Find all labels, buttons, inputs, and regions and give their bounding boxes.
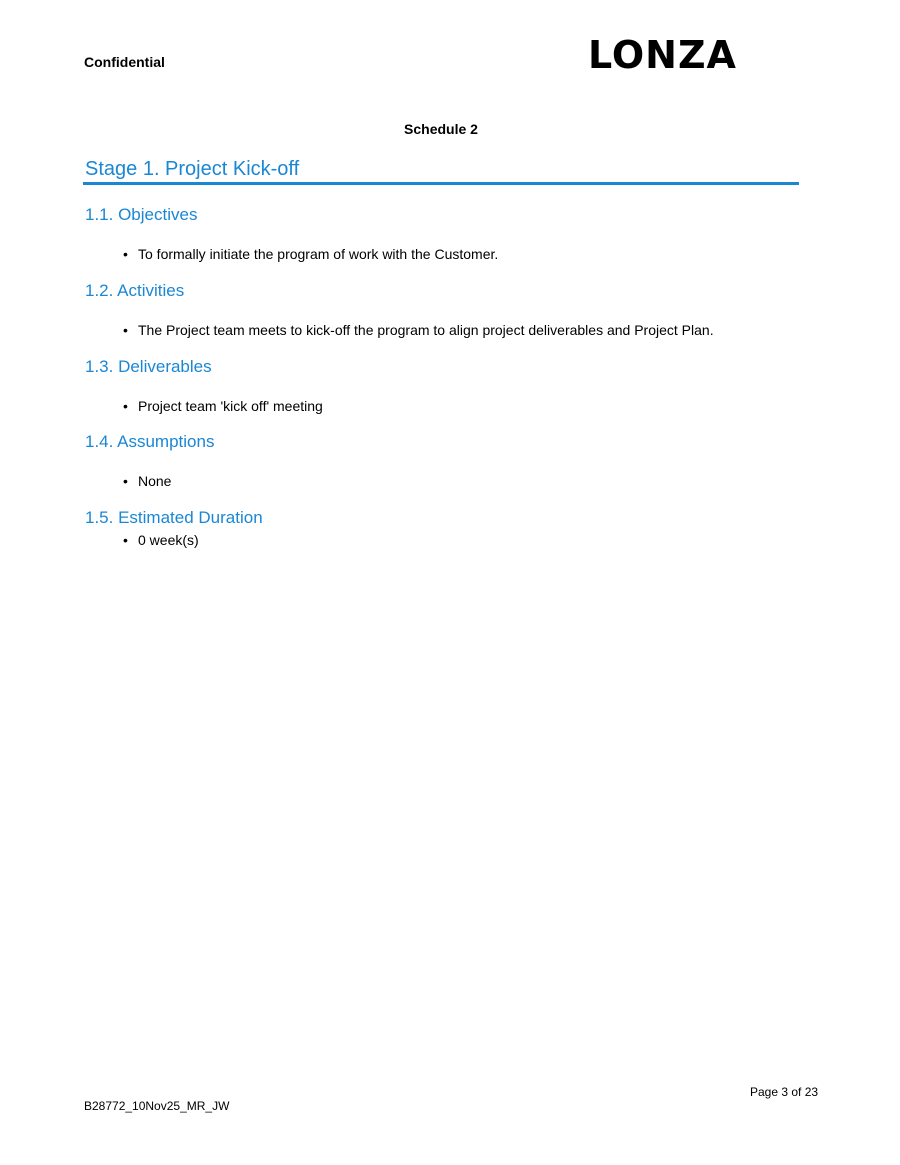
list-item [123, 398, 323, 414]
bullet-text: The Project team meets to kick-off the program to align project deliverables and Project Plan. [138, 322, 714, 338]
schedule-title: Schedule 2 [404, 121, 478, 137]
bullet-icon: • [123, 473, 128, 489]
bullet-text: 0 week(s) [138, 532, 199, 548]
stage-divider [83, 182, 799, 185]
bullet-text: None [138, 473, 172, 489]
list-item [123, 473, 171, 489]
bullet-icon: • [123, 398, 128, 414]
section-heading-estimated-duration: 1.5. Estimated Duration [85, 508, 263, 527]
bullet-icon: • [123, 532, 128, 548]
list-item [123, 322, 714, 338]
page-number: Page 3 of 23 [750, 1085, 819, 1099]
bullet-text: To formally initiate the program of work with the Customer. [138, 246, 499, 262]
bullet-icon: • [123, 322, 128, 338]
document-reference: B28772_10Nov25_MR_JW [84, 1099, 230, 1113]
list-item [123, 532, 199, 548]
section-heading-deliverables: 1.3. Deliverables [85, 357, 212, 376]
bullet-text: Project team 'kick off' meeting [138, 398, 323, 414]
lonza-logo: LONZA [588, 33, 737, 77]
section-heading-activities: 1.2. Activities [85, 281, 185, 300]
list-item [123, 246, 498, 262]
section-heading-assumptions: 1.4. Assumptions [85, 432, 215, 451]
stage-title: Stage 1. Project Kick-off [85, 158, 300, 180]
section-heading-objectives: 1.1. Objectives [85, 205, 198, 224]
bullet-icon: • [123, 246, 128, 262]
confidential-label: Confidential [84, 54, 165, 70]
